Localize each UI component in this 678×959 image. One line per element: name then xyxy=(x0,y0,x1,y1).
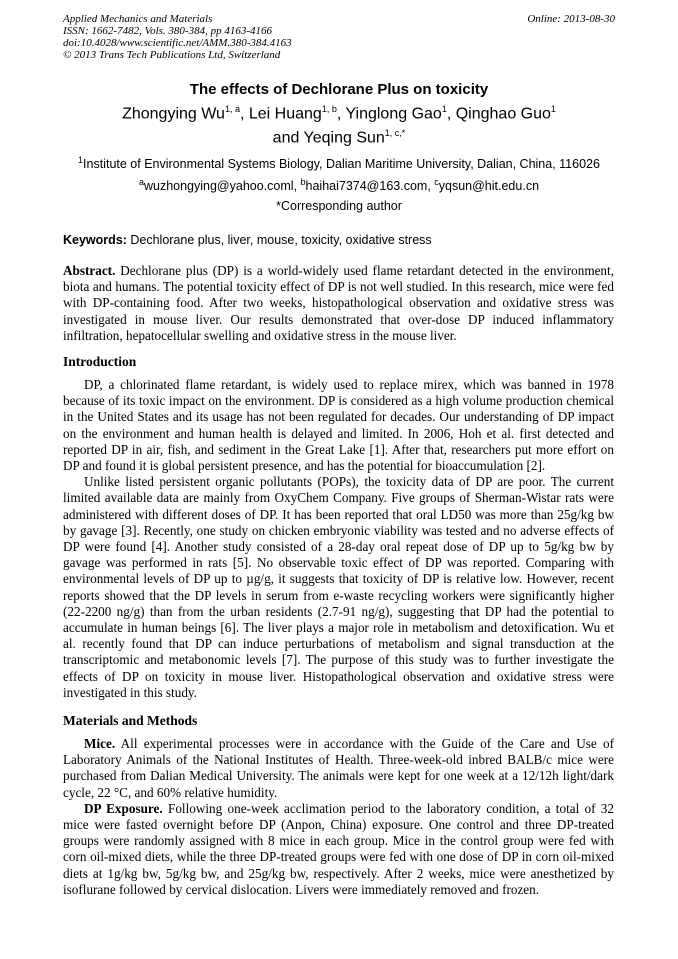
mice-paragraph xyxy=(63,736,614,801)
author: Zhongying Wu xyxy=(122,105,225,123)
author-sup: 1, a xyxy=(224,104,240,114)
keywords xyxy=(63,233,432,247)
email-sup: b xyxy=(300,177,306,187)
author-sup: 1, c,* xyxy=(384,128,406,138)
paragraph: Unlike listed persistent organic pollutants (POPs), the toxicity data of DP are poor. The current limited available data are mainly from OxyChem Company. Five groups of Sherman-Wistar rats were administered with different doses of DP. It has been reported that oral LD50 was more than 25g/kg bw by gavage [3]. Recently, one study on chicken embryonic viability was tested and no adverse effects of DP were found [4]. Another study consisted of a 28-day oral repeat dose of DP up to 5g/kg bw by gavage was performed in rats [5]. No observable toxic effect of DP was reported. Comparing with environmental levels of DP up to µg/g, it suggests that toxicity of DP is relative low. However, recent reports showed that the DP levels in serum from e-waste recycling workers were significantly higher (22-2200 ng/g) than from the urban residents (2.7-91 ng/g), suggesting that DP had the potential to accumulate in human beings [6]. The liver plays a major role in metabolism and detoxification. Wu et al. recently found that DP can induce perturbations of metabolism and signal transduction at the transcriptomic and metabonomic levels [7]. The purpose of this study was to further investigate the effects of DP on toxicity in mouse liver. Histopathological observation and oxidative stress were investigated in this study. xyxy=(63,474,614,700)
emails xyxy=(0,177,678,193)
exposure-paragraph xyxy=(63,801,614,898)
sep: , xyxy=(446,105,456,123)
methods-body xyxy=(63,736,614,898)
doi: doi:10.4028/www.scientific.net/AMM.380-384.4163 xyxy=(63,37,292,49)
authors-line-1 xyxy=(0,104,678,123)
mice-text: All experimental processes were in accordance with the Guide of the Care and Use of Laboratory Animals of the National Institutes of Health. Three-week-old inbred BALB/c mice were purchased from Dalian Medical University. The animals were kept for one week at a 12/12h light/dark cycle, 22 °C, and 60% relative humidity. xyxy=(63,736,614,800)
email-sup: a xyxy=(138,177,144,187)
introduction-body xyxy=(63,377,614,701)
affiliation xyxy=(0,155,678,171)
abstract-text: Dechlorane plus (DP) is a world-widely used flame retardant detected in the environment, biota and humans. The potential toxicity effect of DP is not well studied. In this research, mice were fed with DP-containing food. After two weeks, histopathological observation and oxidative stress was investigated in mouse liver. Our results demonstrated that over-dose DP induced inflammatory infiltration, hepatocellular swelling and oxidative stress in the mouse liver. xyxy=(63,263,614,343)
online-date: Online: 2013-08-30 xyxy=(527,13,615,25)
methods-heading: Materials and Methods xyxy=(63,713,198,728)
author: Yinglong Gao xyxy=(345,105,442,123)
journal-name: Applied Mechanics and Materials xyxy=(63,13,213,25)
paper-title: The effects of Dechlorane Plus on toxicity xyxy=(189,81,489,98)
sep: , xyxy=(239,105,249,123)
author-sup: 1 xyxy=(550,104,556,114)
aff-text: Institute of Environmental Systems Biology, Dalian Maritime University, Dalian, China, 116026 xyxy=(83,157,600,172)
journal-header xyxy=(63,13,292,61)
author: Qinghao Guo xyxy=(455,105,551,123)
introduction-heading: Introduction xyxy=(63,354,137,369)
author-sup: 1 xyxy=(441,104,447,114)
exposure-label: DP Exposure. xyxy=(84,800,163,816)
abstract xyxy=(63,263,614,344)
copyright: © 2013 Trans Tech Publications Ltd, Switzerland xyxy=(63,49,281,61)
author: and Yeqing Sun xyxy=(272,129,385,147)
exposure-text: Following one-week acclimation period to the laboratory condition, a total of 32 mice were fasted overnight before DP (Anpon, China) exposure. One control and three DP-treated groups were randomly assigned with 8 mice in each group. Mice in the control group were fed with corn oil-mixed diets, while the three DP-treated groups were fed with one dose of DP in corn oil-mixed diets at 1g/kg bw, 5g/kg bw, and 25g/kg bw, respectively. After 2 weeks, mice were anesthetized by isoflurane followed by cervical dislocation. Livers were immediately removed and frozen. xyxy=(63,800,614,897)
paragraph: DP, a chlorinated flame retardant, is widely used to replace mirex, which was banned in 1978 because of its toxic impact on the environment. DP is considered as a high volume production chemical in the United States and its usage has not been regulated for decades. Our understanding of DP impact on the environment and human health is delayed and limited. In 2006, Hoh et al. first detected and reported DP in air, fish, and sediment in the Great Lake [1]. After that, researchers put more effort on DP and found it is global persistent presence, and has the potential for bioaccumulation [2]. xyxy=(63,377,614,474)
keywords-text: Dechlorane plus, liver, mouse, toxicity, oxidative stress xyxy=(126,233,432,247)
author: Lei Huang xyxy=(248,105,322,123)
aff-sup: 1 xyxy=(78,155,84,165)
corresponding-author: *Corresponding author xyxy=(276,199,402,213)
email: haihai7374@163.com, xyxy=(305,179,435,194)
abstract-label: Abstract. xyxy=(63,263,116,278)
email: yqsun@hit.edu.cn xyxy=(438,179,540,194)
issn: ISSN: 1662-7482, Vols. 380-384, pp 4163-4166 xyxy=(63,25,272,37)
authors-line-2 xyxy=(0,128,678,147)
sep: , xyxy=(336,105,346,123)
email: wuzhongying@yahoo.coml, xyxy=(143,179,301,194)
keywords-label: Keywords: xyxy=(63,233,127,247)
author-sup: 1, b xyxy=(321,104,337,114)
email-sup: c xyxy=(434,177,439,187)
mice-label: Mice. xyxy=(84,736,116,751)
